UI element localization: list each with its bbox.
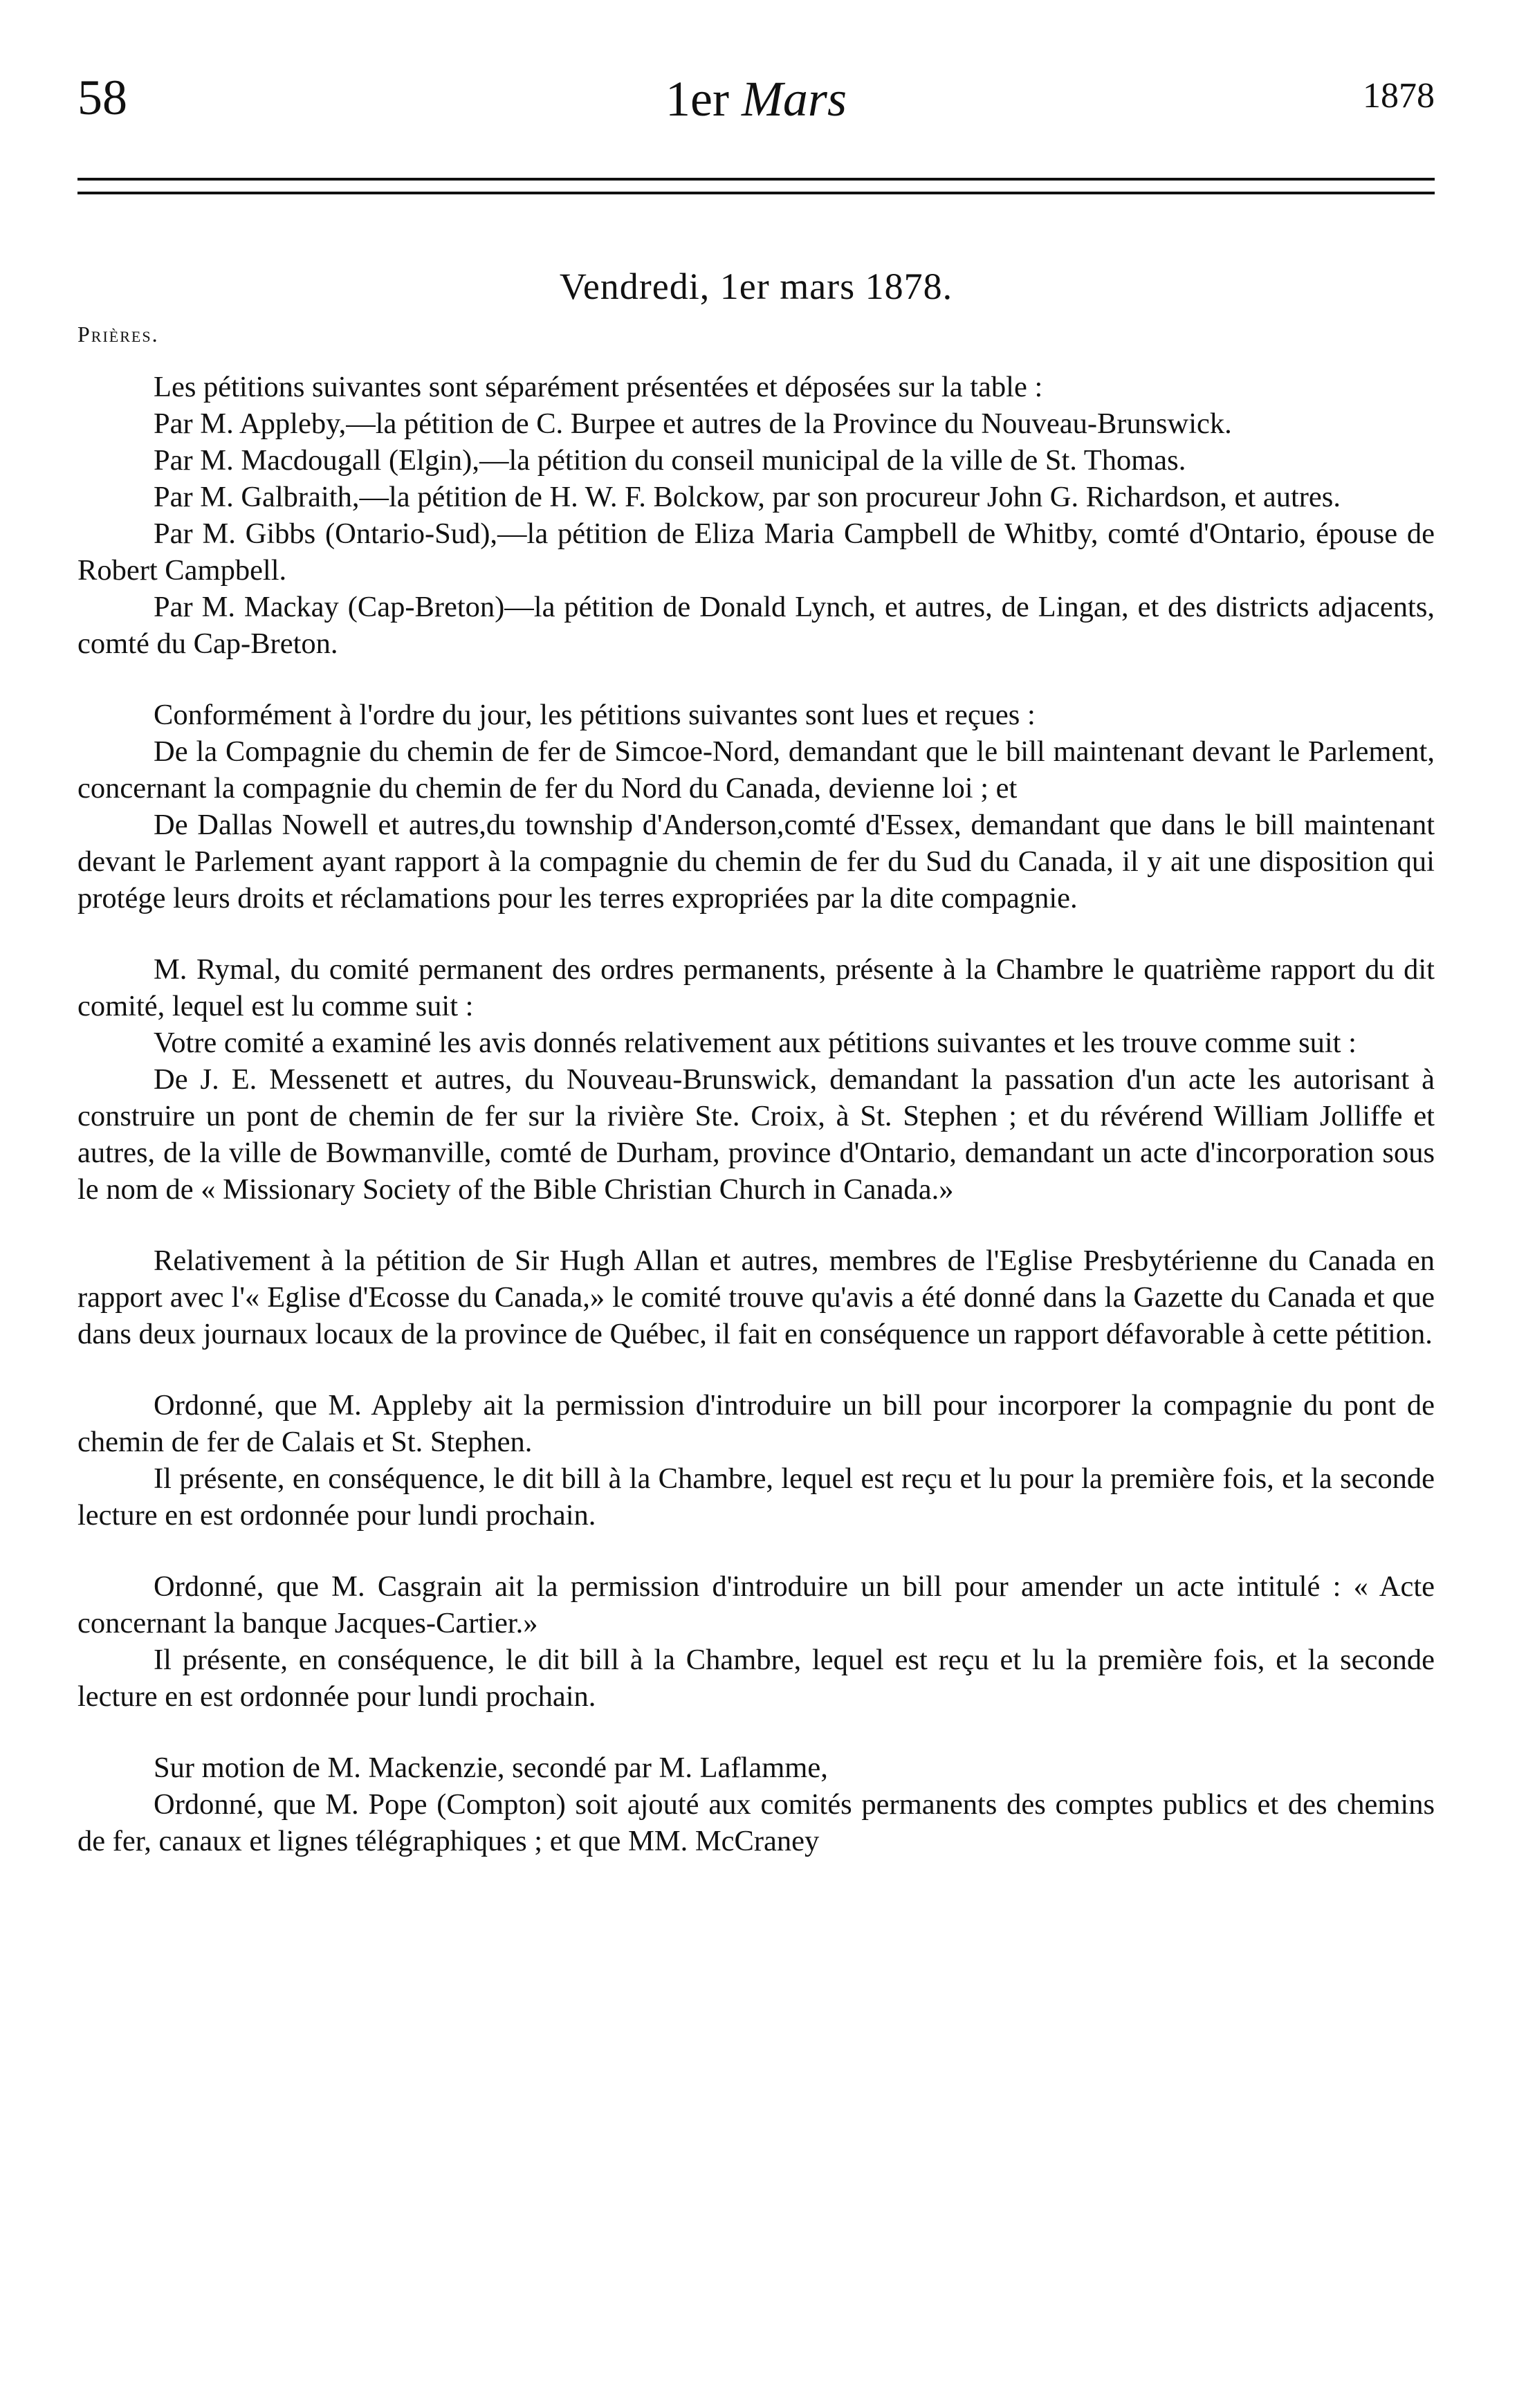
section-petitions-read: [77, 697, 1435, 917]
paragraph: Conformément à l'ordre du jour, les pétitions suivantes sont lues et reçues :: [154, 699, 1036, 731]
section-allan-petition: [77, 1242, 1435, 1352]
paragraph: Par M. Macdougall (Elgin),—la pétition du conseil municipal de la ville de St. Thomas.: [154, 444, 1186, 477]
paragraph: De la Compagnie du chemin de fer de Simcoe-Nord, demandant que le bill maintenant devant le Parlement, concernant la compagnie du chemin de fer du Nord du Canada, devienne loi ; et: [77, 735, 1435, 805]
section-casgrain-bill: [77, 1568, 1435, 1715]
page-number: 58: [77, 70, 127, 125]
paragraph: Par M. Gibbs (Ontario-Sud),—la pétition de Eliza Maria Campbell de Whitby, comté d'Ontario, épouse de Robert Campbell.: [77, 517, 1435, 587]
body-text: [77, 369, 1435, 1859]
running-title: [77, 70, 1435, 127]
paragraph: Par M. Appleby,—la pétition de C. Burpee et autres de la Province du Nouveau-Brunswick.: [154, 407, 1232, 440]
paragraph: Ordonné, que M. Casgrain ait la permission d'introduire un bill pour amender un acte intitulé : « Acte concernant la banque Jacques-Cartier.»: [77, 1570, 1435, 1639]
paragraph: Par M. Galbraith,—la pétition de H. W. F. Bolckow, par son procureur John G. Richardson, et autres.: [154, 481, 1341, 513]
section-appleby-bill: [77, 1387, 1435, 1534]
section-gap: [77, 1534, 1435, 1568]
section-petitions-intro: [77, 369, 1435, 662]
paragraph: Il présente, en conséquence, le dit bill à la Chambre, lequel est reçu et lu pour la première fois, et la seconde lecture en est ordonnée pour lundi prochain.: [77, 1462, 1435, 1532]
section-gap: [77, 917, 1435, 951]
paragraph: Il présente, en conséquence, le dit bill à la Chambre, lequel est reçu et lu la première fois, et la seconde lecture en est ordonnée pour lundi prochain.: [77, 1644, 1435, 1713]
date-heading: Vendredi, 1er mars 1878.: [559, 266, 953, 307]
paragraph: Ordonné, que M. Pope (Compton) soit ajouté aux comités permanents des comptes publics et des chemins de fer, canaux et lignes télégraphiques ; et que MM. McCraney: [77, 1788, 1435, 1857]
section-gap: [77, 1208, 1435, 1242]
running-year: 1878: [1363, 76, 1435, 116]
paragraph: Par M. Mackay (Cap-Breton)—la pétition de Donald Lynch, et autres, de Lingan, et des districts adjacents, comté du Cap-Breton.: [77, 591, 1435, 660]
paragraph: Relativement à la pétition de Sir Hugh Allan et autres, membres de l'Eglise Presbytérienne du Canada en rapport avec l'« Eglise d'Ecosse du Canada,» le comité trouve qu'avis a été donné dans la Gazette du Canada et que dans deux journaux locaux de la province de Québec, il fait en conséquence un rapport défavorable à cette pétition.: [77, 1244, 1435, 1350]
paragraph: De J. E. Messenett et autres, du Nouveau-Brunswick, demandant la passation d'un acte les autorisant à construire un pont de chemin de fer sur la rivière Ste. Croix, à St. Stephen ; et du révérend William Jolliffe et autres, de la ville de Bowmanville, comté de Durham, province d'Ontario, demandant un acte d'incorporation sous le nom de « Missionary Society of the Bible Christian Church in Canada.»: [77, 1063, 1435, 1206]
running-title-prefix: 1er: [665, 71, 729, 127]
section-rymal-report: [77, 951, 1435, 1208]
running-title-month: Mars: [741, 71, 847, 127]
section-gap: [77, 1715, 1435, 1749]
document-page: [77, 66, 1435, 1859]
section-gap: [77, 1352, 1435, 1387]
paragraph: M. Rymal, du comité permanent des ordres permanents, présente à la Chambre le quatrième rapport du dit comité, lequel est lu comme suit :: [77, 953, 1435, 1022]
date-block: [77, 265, 1435, 369]
prayers-label: Prières.: [77, 322, 159, 347]
paragraph: Ordonné, que M. Appleby ait la permission d'introduire un bill pour incorporer la compagnie du pont de chemin de fer de Calais et St. Stephen.: [77, 1389, 1435, 1458]
section-gap: [77, 662, 1435, 697]
header-rule: [77, 178, 1435, 194]
running-header: [77, 66, 1435, 142]
paragraph: Les pétitions suivantes sont séparément présentées et déposées sur la table :: [154, 371, 1043, 403]
section-mackenzie-motion: [77, 1749, 1435, 1859]
paragraph: De Dallas Nowell et autres,du township d'Anderson,comté d'Essex, demandant que dans le bill maintenant devant le Parlement ayant rapport à la compagnie du chemin de fer du Sud du Canada, il y ait une disposition qui protége leurs droits et réclamations pour les terres expropriées par la dite compagnie.: [77, 809, 1435, 915]
paragraph: Sur motion de M. Mackenzie, secondé par M. Laflamme,: [154, 1752, 828, 1784]
paragraph: Votre comité a examiné les avis donnés relativement aux pétitions suivantes et les trouve comme suit :: [154, 1027, 1357, 1059]
